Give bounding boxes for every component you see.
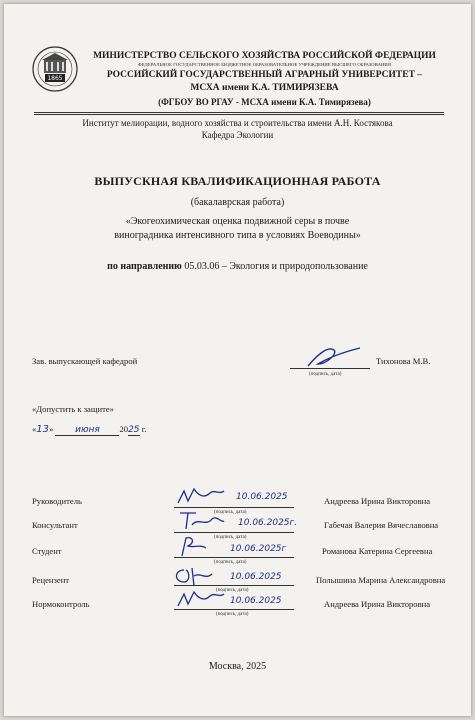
signature-mark xyxy=(176,588,226,610)
ministry-name: МИНИСТЕРСТВО СЕЛЬСКОГО ХОЗЯЙСТВА РОССИЙСКОЙ ФЕДЕРАЦИИ xyxy=(93,51,436,61)
header-divider xyxy=(34,112,444,113)
signatory-name: Андреева Ирина Викторовна xyxy=(324,496,431,506)
signature-caption: (подпись, дата) xyxy=(214,560,247,565)
signatory-role: Консультант xyxy=(32,520,78,530)
signatory-role: Студент xyxy=(32,546,62,556)
institution-type: ФЕДЕРАЛЬНОЕ ГОСУДАРСТВЕННОЕ БЮДЖЕТНОЕ ОБРАЗОВАТЕЛЬНОЕ УЧРЕЖДЕНИЕ ВЫСШЕГО ОБРАЗОВАНИЯ xyxy=(138,62,391,67)
logo-year: 1865 xyxy=(47,75,63,82)
signatory-name: Андреева Ирина Викторовна xyxy=(324,599,431,609)
signature-mark xyxy=(176,509,226,531)
signature-date: 10.06.2025г xyxy=(230,544,287,554)
thesis-theme-line1: «Экогеохимическая оценка подвижной серы в почве xyxy=(125,216,350,227)
institute-name: Институт мелиорации, водного хозяйства и строительства имени А.Н. Костякова xyxy=(82,118,393,128)
signature-date: 10.06.2025 xyxy=(236,492,288,502)
university-abbreviation: (ФГБОУ ВО РГАУ - МСХА имени К.А. Тимирязева) xyxy=(158,97,371,107)
document-page xyxy=(4,4,471,716)
admit-quote-close: » xyxy=(49,424,54,434)
signature-line xyxy=(174,532,294,533)
signatory-role: Руководитель xyxy=(32,496,82,506)
document-title: ВЫПУСКНАЯ КВАЛИФИКАЦИОННАЯ РАБОТА xyxy=(94,174,381,188)
footer-city-year: Москва, 2025 xyxy=(208,661,267,672)
study-direction xyxy=(4,261,471,272)
signature-mark xyxy=(172,562,222,588)
signature-date: 10.06.2025г. xyxy=(238,518,298,528)
head-of-department-name: Тихонова М.В. xyxy=(376,356,431,366)
signature-line xyxy=(174,507,294,508)
admit-year-suffix: 25 xyxy=(128,425,140,435)
admit-year-prefix: 20 xyxy=(119,424,129,434)
university-name-line1: РОССИЙСКИЙ ГОСУДАРСТВЕННЫЙ АГРАРНЫЙ УНИВЕРСИТЕТ – xyxy=(106,70,423,80)
head-signature xyxy=(304,344,364,370)
head-signature-caption: (подпись, дата) xyxy=(309,372,342,377)
university-name-line2: МСХА имени К.А. ТИМИРЯЗЕВА xyxy=(190,83,339,93)
admit-to-defense-label: «Допустить к защите» xyxy=(32,404,114,414)
admit-day: 13 xyxy=(36,424,50,435)
signature-mark xyxy=(176,534,226,558)
signature-mark xyxy=(176,485,226,507)
signatory-role: Нормоконтроль xyxy=(32,599,90,609)
signature-caption: (подпись, дата) xyxy=(214,510,247,515)
direction-value: 05.03.06 – Экология и природопользование xyxy=(184,261,368,272)
signatory-role: Рецензент xyxy=(32,575,70,585)
header-divider-thin xyxy=(34,114,444,115)
direction-label: по направлению xyxy=(107,261,182,272)
admit-quote-open: « xyxy=(32,424,37,434)
document-subtitle: (бакалаврская работа) xyxy=(190,197,285,208)
signature-caption: (подпись, дата) xyxy=(216,588,249,593)
admit-date xyxy=(32,424,146,436)
signature-date: 10.06.2025 xyxy=(230,572,282,582)
signatory-name: Полышина Марина Александровна xyxy=(316,575,446,585)
department-name: Кафедра Экологии xyxy=(201,130,274,140)
admit-month: июня xyxy=(55,425,119,436)
university-logo xyxy=(32,46,78,92)
signature-caption: (подпись, дата) xyxy=(214,535,247,540)
signature-caption: (подпись, дата) xyxy=(216,612,249,617)
thesis-theme-line2: виноградника интенсивного типа в условиях Воеводины» xyxy=(114,230,361,241)
head-of-department-label: Зав. выпускающей кафедрой xyxy=(32,356,138,366)
signatory-name: Романова Катерина Сергеевна xyxy=(322,546,433,556)
signature-date: 10.06.2025 xyxy=(230,596,282,606)
admit-year-unit: г. xyxy=(141,424,147,434)
signatory-name: Габечая Валерия Вячеславовна xyxy=(324,520,439,530)
